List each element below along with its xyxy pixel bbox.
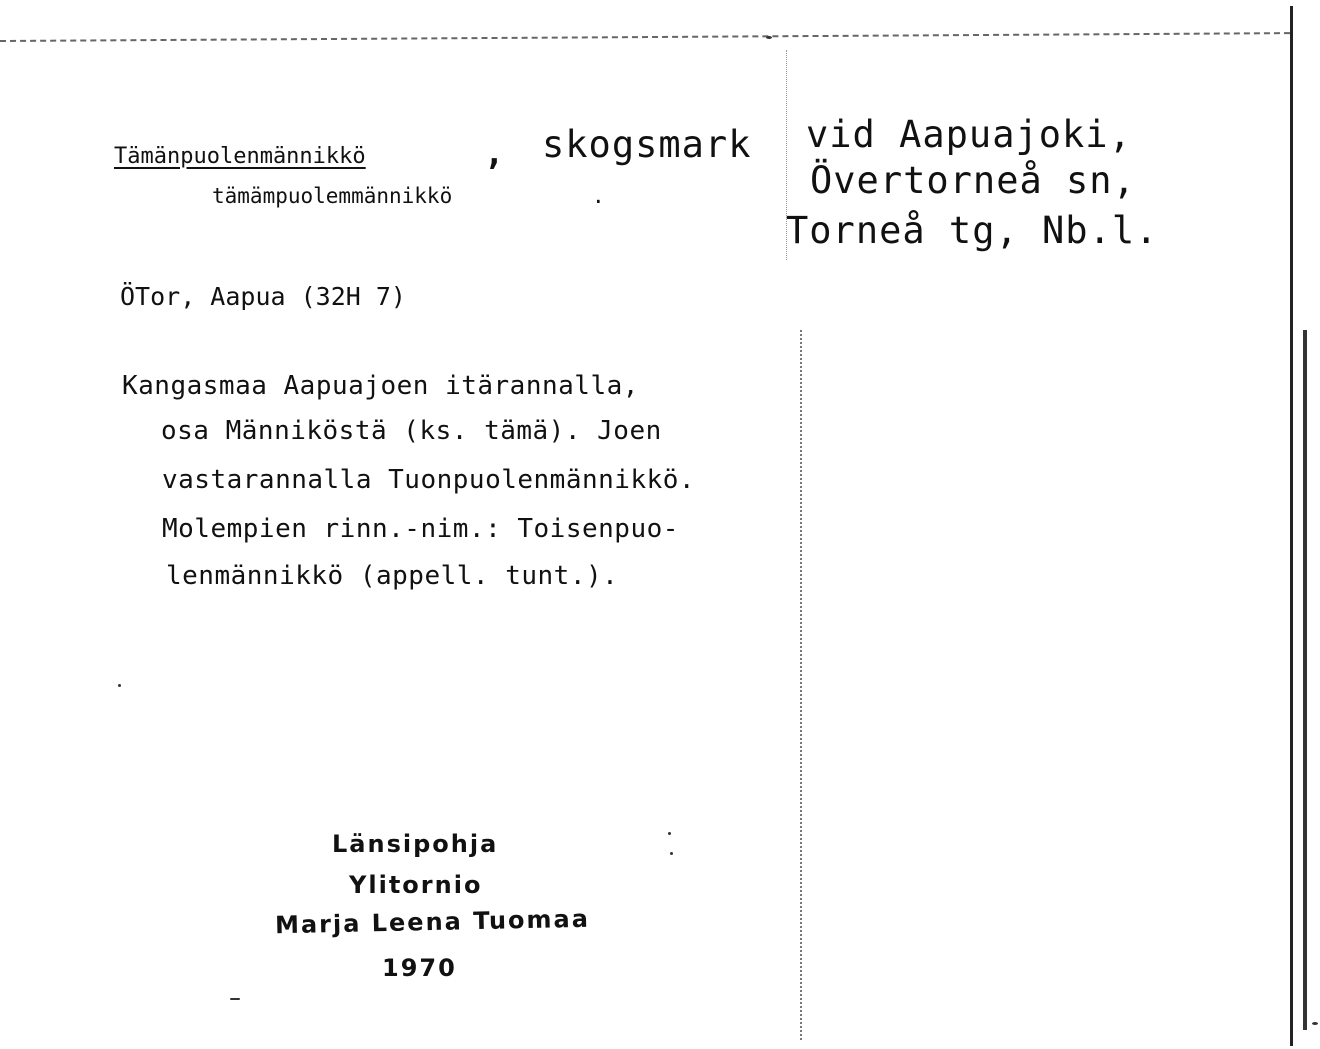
description-line: Kangasmaa Aapuajoen itärannalla, — [122, 371, 639, 401]
stamp-collector: Marja Leena Tuomaa — [274, 904, 591, 940]
location-code: ÖTor, Aapua (32H 7) — [120, 282, 406, 311]
swedish-description-line-3: Övertorneå sn, — [810, 159, 1136, 202]
scan-edge-shadow — [1303, 330, 1307, 1030]
headword: Tämänpuolenmännikkö — [114, 144, 366, 169]
stamp-parish: Ylitornio — [349, 871, 483, 899]
scan-speck — [670, 852, 673, 855]
description-line: lenmännikkö (appell. tunt.). — [166, 561, 619, 591]
fold-line — [800, 330, 802, 1040]
stamp-region: Länsipohja — [332, 830, 499, 858]
swedish-description-line-2: vid Aapuajoki, — [806, 113, 1132, 156]
swedish-description-line-4: Torneå tg, Nb.l. — [786, 209, 1159, 252]
description-line: osa Männiköstä (ks. tämä). Joen — [161, 416, 662, 446]
scan-speck — [1312, 1022, 1318, 1025]
swedish-description-line-1: skogsmark — [542, 123, 752, 166]
scan-speck — [230, 998, 240, 1000]
stamp-year: 1970 — [382, 954, 457, 982]
scan-edge-right — [1290, 6, 1293, 1046]
pronunciation: tämämpuolemmännikkö — [212, 184, 453, 208]
description-line: vastarannalla Tuonpuolenmännikkö. — [162, 465, 696, 495]
pronunciation-dot: . — [592, 184, 605, 208]
description-line: Molempien rinn.-nim.: Toisenpuo- — [162, 514, 679, 544]
scan-edge-top — [0, 32, 1290, 42]
headword-comma: , — [484, 133, 505, 173]
scan-speck — [766, 36, 772, 39]
scan-speck — [118, 684, 121, 687]
scan-speck — [668, 832, 671, 835]
